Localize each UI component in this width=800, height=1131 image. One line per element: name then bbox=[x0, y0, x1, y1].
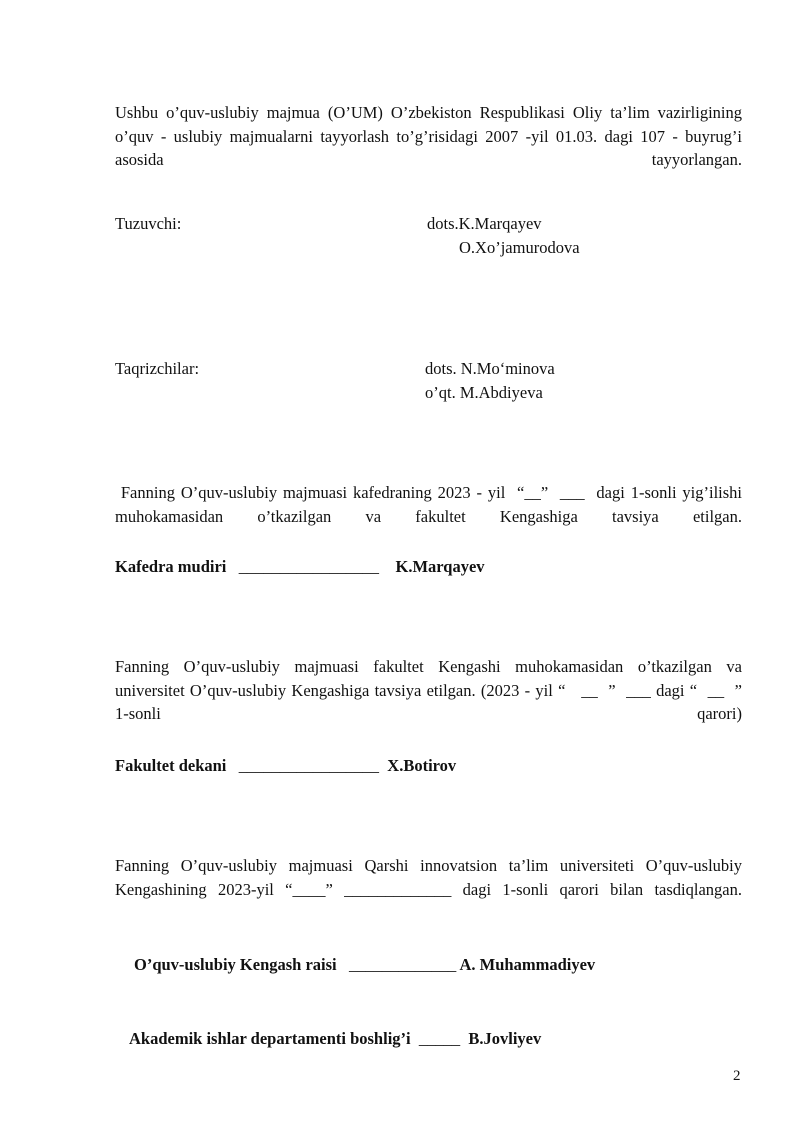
department-head-name: K.Marqayev bbox=[395, 557, 485, 576]
dean-signature-line bbox=[115, 754, 456, 778]
council-approval-paragraph: Fanning O’quv-uslubiy majmuasi Qarshi innovatsion ta’lim universiteti O’quv-uslubiy Kengashining 2023-yil “____” _____________ dagi 1-sonli qarori bilan tasdiqlangan. bbox=[115, 856, 747, 899]
dean-name: X.Botirov bbox=[387, 756, 457, 775]
department-head-label: Kafedra mudiri bbox=[115, 557, 227, 576]
academic-head-name: B.Jovliyev bbox=[468, 1029, 542, 1048]
reviewers-label: Taqrizchilar: bbox=[115, 359, 200, 378]
academic-head-signature-line bbox=[129, 1027, 541, 1051]
signature-blank: _________________ bbox=[238, 557, 379, 576]
signature-blank: _________________ bbox=[238, 756, 380, 775]
signature-blank: _____ bbox=[418, 1029, 461, 1048]
department-head-signature-line bbox=[115, 555, 485, 579]
reviewer-name-2: o’qt. M.Abdiyeva bbox=[425, 383, 543, 402]
page-number: 2 bbox=[733, 1068, 741, 1084]
signature-blank: _____________ bbox=[349, 955, 457, 974]
compiler-label: Tuzuvchi: bbox=[115, 214, 182, 233]
council-chair-signature-line bbox=[134, 953, 595, 977]
intro-paragraph: Ushbu o’quv-uslubiy majmua (O’UM) O’zbekiston Respublikasi Oliy ta’lim vazirligining o’quv - uslubiy majmualarni tayyorlash to’g’risidagi 2007 -yil 01.03. dagi 107 - buyrug’i asosida tayyorlangan. bbox=[115, 103, 742, 169]
council-chair-name: A. Muhammadiyev bbox=[459, 955, 596, 974]
dean-label: Fakultet dekani bbox=[115, 756, 227, 775]
department-approval-paragraph: Fanning O’quv-uslubiy majmuasi kafedraning 2023 - yil “__” ___ dagi 1-sonli yig’ilishi muhokamasidan o’tkazilgan va fakultet Kengashiga tavsiya etilgan. bbox=[115, 483, 747, 526]
council-chair-label: O’quv-uslubiy Kengash raisi bbox=[134, 955, 337, 974]
compiler-name-1: dots.K.Marqayev bbox=[427, 214, 542, 233]
reviewer-name-1: dots. N.Mo‘minova bbox=[425, 359, 555, 378]
compiler-name-2: O.Xo’jamurodova bbox=[459, 238, 580, 257]
academic-head-label: Akademik ishlar departamenti boshlig’i bbox=[129, 1029, 411, 1048]
faculty-approval-paragraph: Fanning O’quv-uslubiy majmuasi fakultet Kengashi muhokamasidan o’tkazilgan va universitet O’quv-uslubiy Kengashiga tavsiya etilgan. (2023 - yil “ __ ” ___ dagi “ __ ” 1-sonli qarori) bbox=[115, 657, 755, 723]
